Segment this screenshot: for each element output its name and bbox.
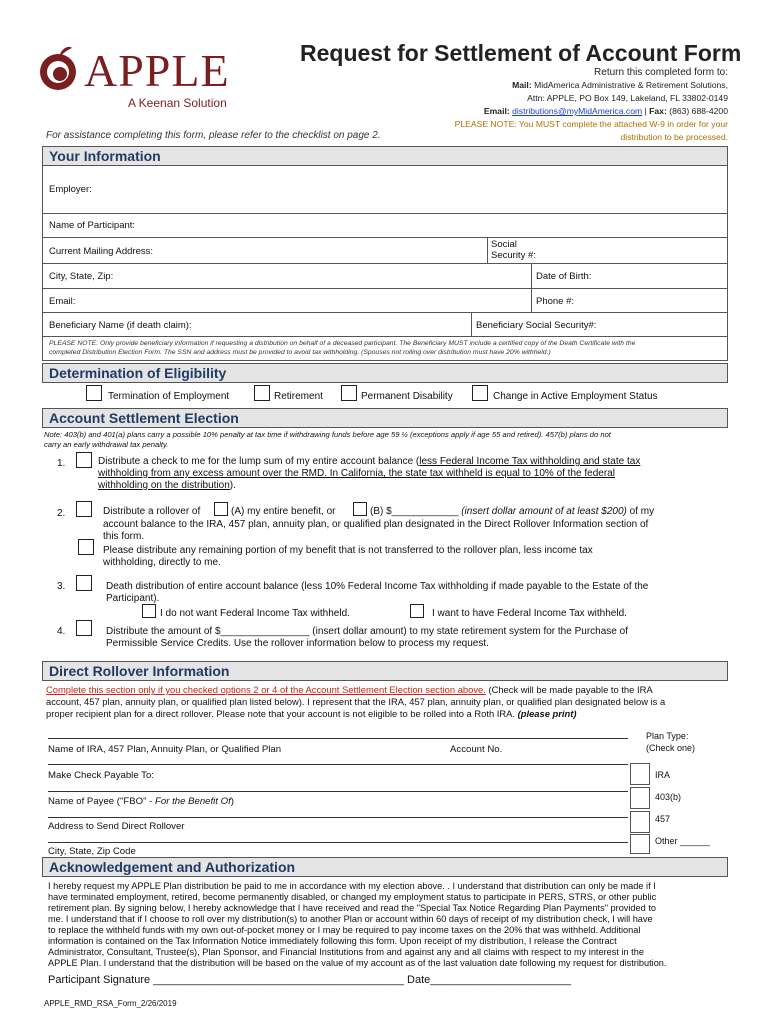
disability-checkbox[interactable] [341, 385, 357, 401]
email-fax-line: Email: distributions@myMidAmerica.com | Fax: (863) 688-4200 [483, 106, 728, 116]
mail-line-2: Attn: APPLE, PO Box 149, Lakeland, FL 33802-0149 [527, 93, 728, 103]
payee-label: Name of Payee ("FBO" - For the Benefit Of) [48, 796, 234, 807]
return-instructions [388, 66, 728, 144]
city-row [42, 264, 728, 289]
email-link[interactable]: distributions@myMidAmerica.com [512, 106, 643, 116]
election-note: Note: 403(b) and 401(a) plans carry a possible 10% penalty at tax time if withdrawing funds before age 59 ½ (exceptions apply if age 55 and retired). 457(b) plans do not carry an early withdrawal tax penalty. [44, 430, 611, 449]
option-2b-checkbox[interactable] [353, 502, 367, 516]
option-3-text: Death distribution of entire account balance (less 10% Federal Income Tax withholding if made payable to the Estate of the Participant). [106, 581, 649, 604]
form-title: Request for Settlement of Account Form [300, 40, 742, 66]
retirement-checkbox[interactable] [254, 385, 270, 401]
divider [531, 264, 532, 288]
disability-label: Permanent Disability [361, 391, 453, 402]
address-label: Address to Send Direct Rollover [48, 821, 185, 832]
beneficiary-row [42, 313, 728, 337]
assist-note: For assistance completing this form, please refer to the checklist on page 2. [46, 130, 381, 141]
ira-checkbox[interactable] [630, 763, 650, 785]
divider [487, 238, 488, 263]
logo-tagline: A Keenan Solution [128, 96, 227, 110]
no-withholding-label: I do not want Federal Income Tax withheld. [160, 608, 350, 619]
option-4-text: Distribute the amount of $________________ (insert dollar amount) to my state retirement system for the Purchase of Permissible Service Credits. Use the rollover information below to process my request. [106, 626, 628, 649]
option-2a-checkbox[interactable] [214, 502, 228, 516]
option-1-text: Distribute a check to me for the lump sum of my entire account balance (less Federal Income Tax withholding and state tax withholding from any excess amount over the RMD. In California, the state tax withheld is equal to 10% of the federal withholding on the distribution). [98, 456, 641, 491]
apple-logo-icon [36, 44, 80, 92]
other-checkbox[interactable] [630, 834, 650, 854]
option-2-remaining-checkbox[interactable] [78, 539, 94, 555]
phone-label: Phone #: [536, 296, 575, 307]
apple-logo [36, 44, 266, 114]
eligibility-heading: Determination of Eligibility [42, 363, 728, 383]
ack-heading: Acknowledgement and Authorization [42, 857, 728, 877]
403b-checkbox[interactable] [630, 787, 650, 809]
option-3-checkbox[interactable] [76, 575, 92, 591]
city-zip-label: City, State, Zip Code [48, 846, 136, 857]
option-2b-label: (B) $____________ (insert dollar amount of at least $200) of my [370, 506, 655, 517]
option-3-number: 3. [57, 581, 66, 592]
withholding-label: I want to have Federal Income Tax withheld. [432, 608, 627, 619]
option-2-line-1: Distribute a rollover of [103, 506, 201, 517]
mailing-row [42, 238, 728, 264]
457-checkbox[interactable] [630, 811, 650, 833]
beneficiary-label: Beneficiary Name (if death claim): [49, 320, 192, 331]
status-change-checkbox[interactable] [472, 385, 488, 401]
address-line[interactable] [48, 817, 628, 818]
beneficiary-note: PLEASE NOTE: Only provide beneficiary information if requesting a distribution on behalf of a deceased participant. The Beneficiary MUST include a certified copy of the Death Certificate with the completed Distribution Election Form. The SSN and address must be provided to avoid tax withholding. (Spouses not rolling over distribution must have 20% withheld.) [42, 337, 728, 361]
ira-type-label: IRA [655, 770, 671, 780]
rollover-heading: Direct Rollover Information [42, 661, 728, 681]
payable-line[interactable] [48, 764, 628, 765]
no-withholding-checkbox[interactable] [142, 604, 156, 618]
mailing-label: Current Mailing Address: [49, 246, 154, 257]
logo-wordmark: APPLE [84, 45, 230, 96]
retirement-label: Retirement [274, 391, 323, 402]
mail-line-1: Mail: MidAmerica Administrative & Retirement Solutions, [512, 80, 728, 90]
termination-checkbox[interactable] [86, 385, 102, 401]
ssn-label: Social Security #: [491, 239, 536, 261]
form-footer: APPLE_RMD_RSA_Form_2/26/2019 [44, 999, 177, 1008]
payee-line[interactable] [48, 791, 628, 792]
option-4-number: 4. [57, 626, 66, 637]
city-label: City, State, Zip: [49, 271, 114, 282]
403b-type-label: 403(b) [655, 792, 682, 802]
plan-type-label: Plan Type: (Check one) [646, 731, 696, 753]
signature-line[interactable]: Participant Signature _________________________________________ Date_______________________ [48, 974, 571, 986]
option-2-remaining-text: Please distribute any remaining portion of my benefit that is not transferred to the rollover plan, less income tax withholding, directly to me. [103, 545, 593, 568]
option-2-number: 2. [57, 508, 66, 519]
option-1-number: 1. [57, 458, 66, 469]
option-2-checkbox[interactable] [76, 501, 92, 517]
return-intro: Return this completed form to: [594, 67, 728, 78]
dob-label: Date of Birth: [536, 271, 592, 282]
beneficiary-ssn-label: Beneficiary Social Security#: [476, 320, 597, 331]
employer-row [42, 166, 728, 214]
withholding-checkbox[interactable] [410, 604, 424, 618]
payable-label: Make Check Payable To: [48, 770, 154, 781]
option-2a-label: (A) my entire benefit, or [231, 506, 336, 517]
email-row [42, 289, 728, 313]
participant-label: Name of Participant: [49, 220, 136, 231]
termination-label: Termination of Employment [108, 391, 230, 402]
option-2-line-2: account balance to the IRA, 457 plan, annuity plan, or qualified plan designated in the Direct Rollover Information section of this form. [103, 519, 649, 542]
other-type-label: Other ______ [655, 836, 711, 846]
account-no-label: Account No. [450, 744, 503, 755]
employer-label: Employer: [49, 184, 92, 195]
w9-note-2: distribution to be processed. [620, 132, 728, 142]
ira-name-line[interactable] [48, 738, 628, 739]
option-4-checkbox[interactable] [76, 620, 92, 636]
divider [531, 289, 532, 312]
status-change-label: Change in Active Employment Status [493, 391, 658, 402]
your-info-heading: Your Information [42, 146, 728, 166]
election-heading: Account Settlement Election [42, 408, 728, 428]
divider [471, 313, 472, 336]
ack-body: I hereby request my APPLE Plan distribution be paid to me in accordance with my election above. . I understand that distribution can only be made if I have terminated employment, retired, become permanently disabled, or changed my employment status to participate in PERS, STRS, or other public retirement plan. By signing below, I hereby acknowledge that I have received and read the "Special Tax Notice Regarding Plan Payments" provided to me. I understand that if I choose to roll over my distribution(s) to another Plan or account within 60 days of receipt of my distribution check, I will have to replace the withheld funds with my own out-of-pocket money or I may be required to pay income taxes on the 20% that was withheld. Additional information is contained on the Tax Information Notice immediately following this form. Upon receipt of my distribution, I release the Contract Administrator, Consultant, Trustee(s), Plan Sponsor, and Financial Institutions from and against any and all claims with respect to my interest in the APPLE Plan. I understand that the distribution will be based on the value of my account as of the last valuation date following my request for distribution. [48, 881, 667, 968]
participant-row [42, 214, 728, 238]
457-type-label: 457 [655, 814, 671, 824]
option-1-checkbox[interactable] [76, 452, 92, 468]
ira-name-label: Name of IRA, 457 Plan, Annuity Plan, or Qualified Plan [48, 744, 282, 755]
w9-note-1: PLEASE NOTE: You MUST complete the attached W-9 in order for your [454, 119, 728, 129]
rollover-intro: Complete this section only if you checked options 2 or 4 of the Account Settlement Election section above. (Check will be made payable to the IRA account, 457 plan, annuity plan, or qualified plan listed below). I represent that the IRA, 457 plan, annuity plan, or qualified plan designated below is a proper recipient plan for a direct rollover. Please note that your account is not eligible to be rolled into a Roth IRA. (please print) [46, 684, 666, 719]
email-label: Email: [49, 296, 76, 307]
city-line[interactable] [48, 842, 628, 843]
